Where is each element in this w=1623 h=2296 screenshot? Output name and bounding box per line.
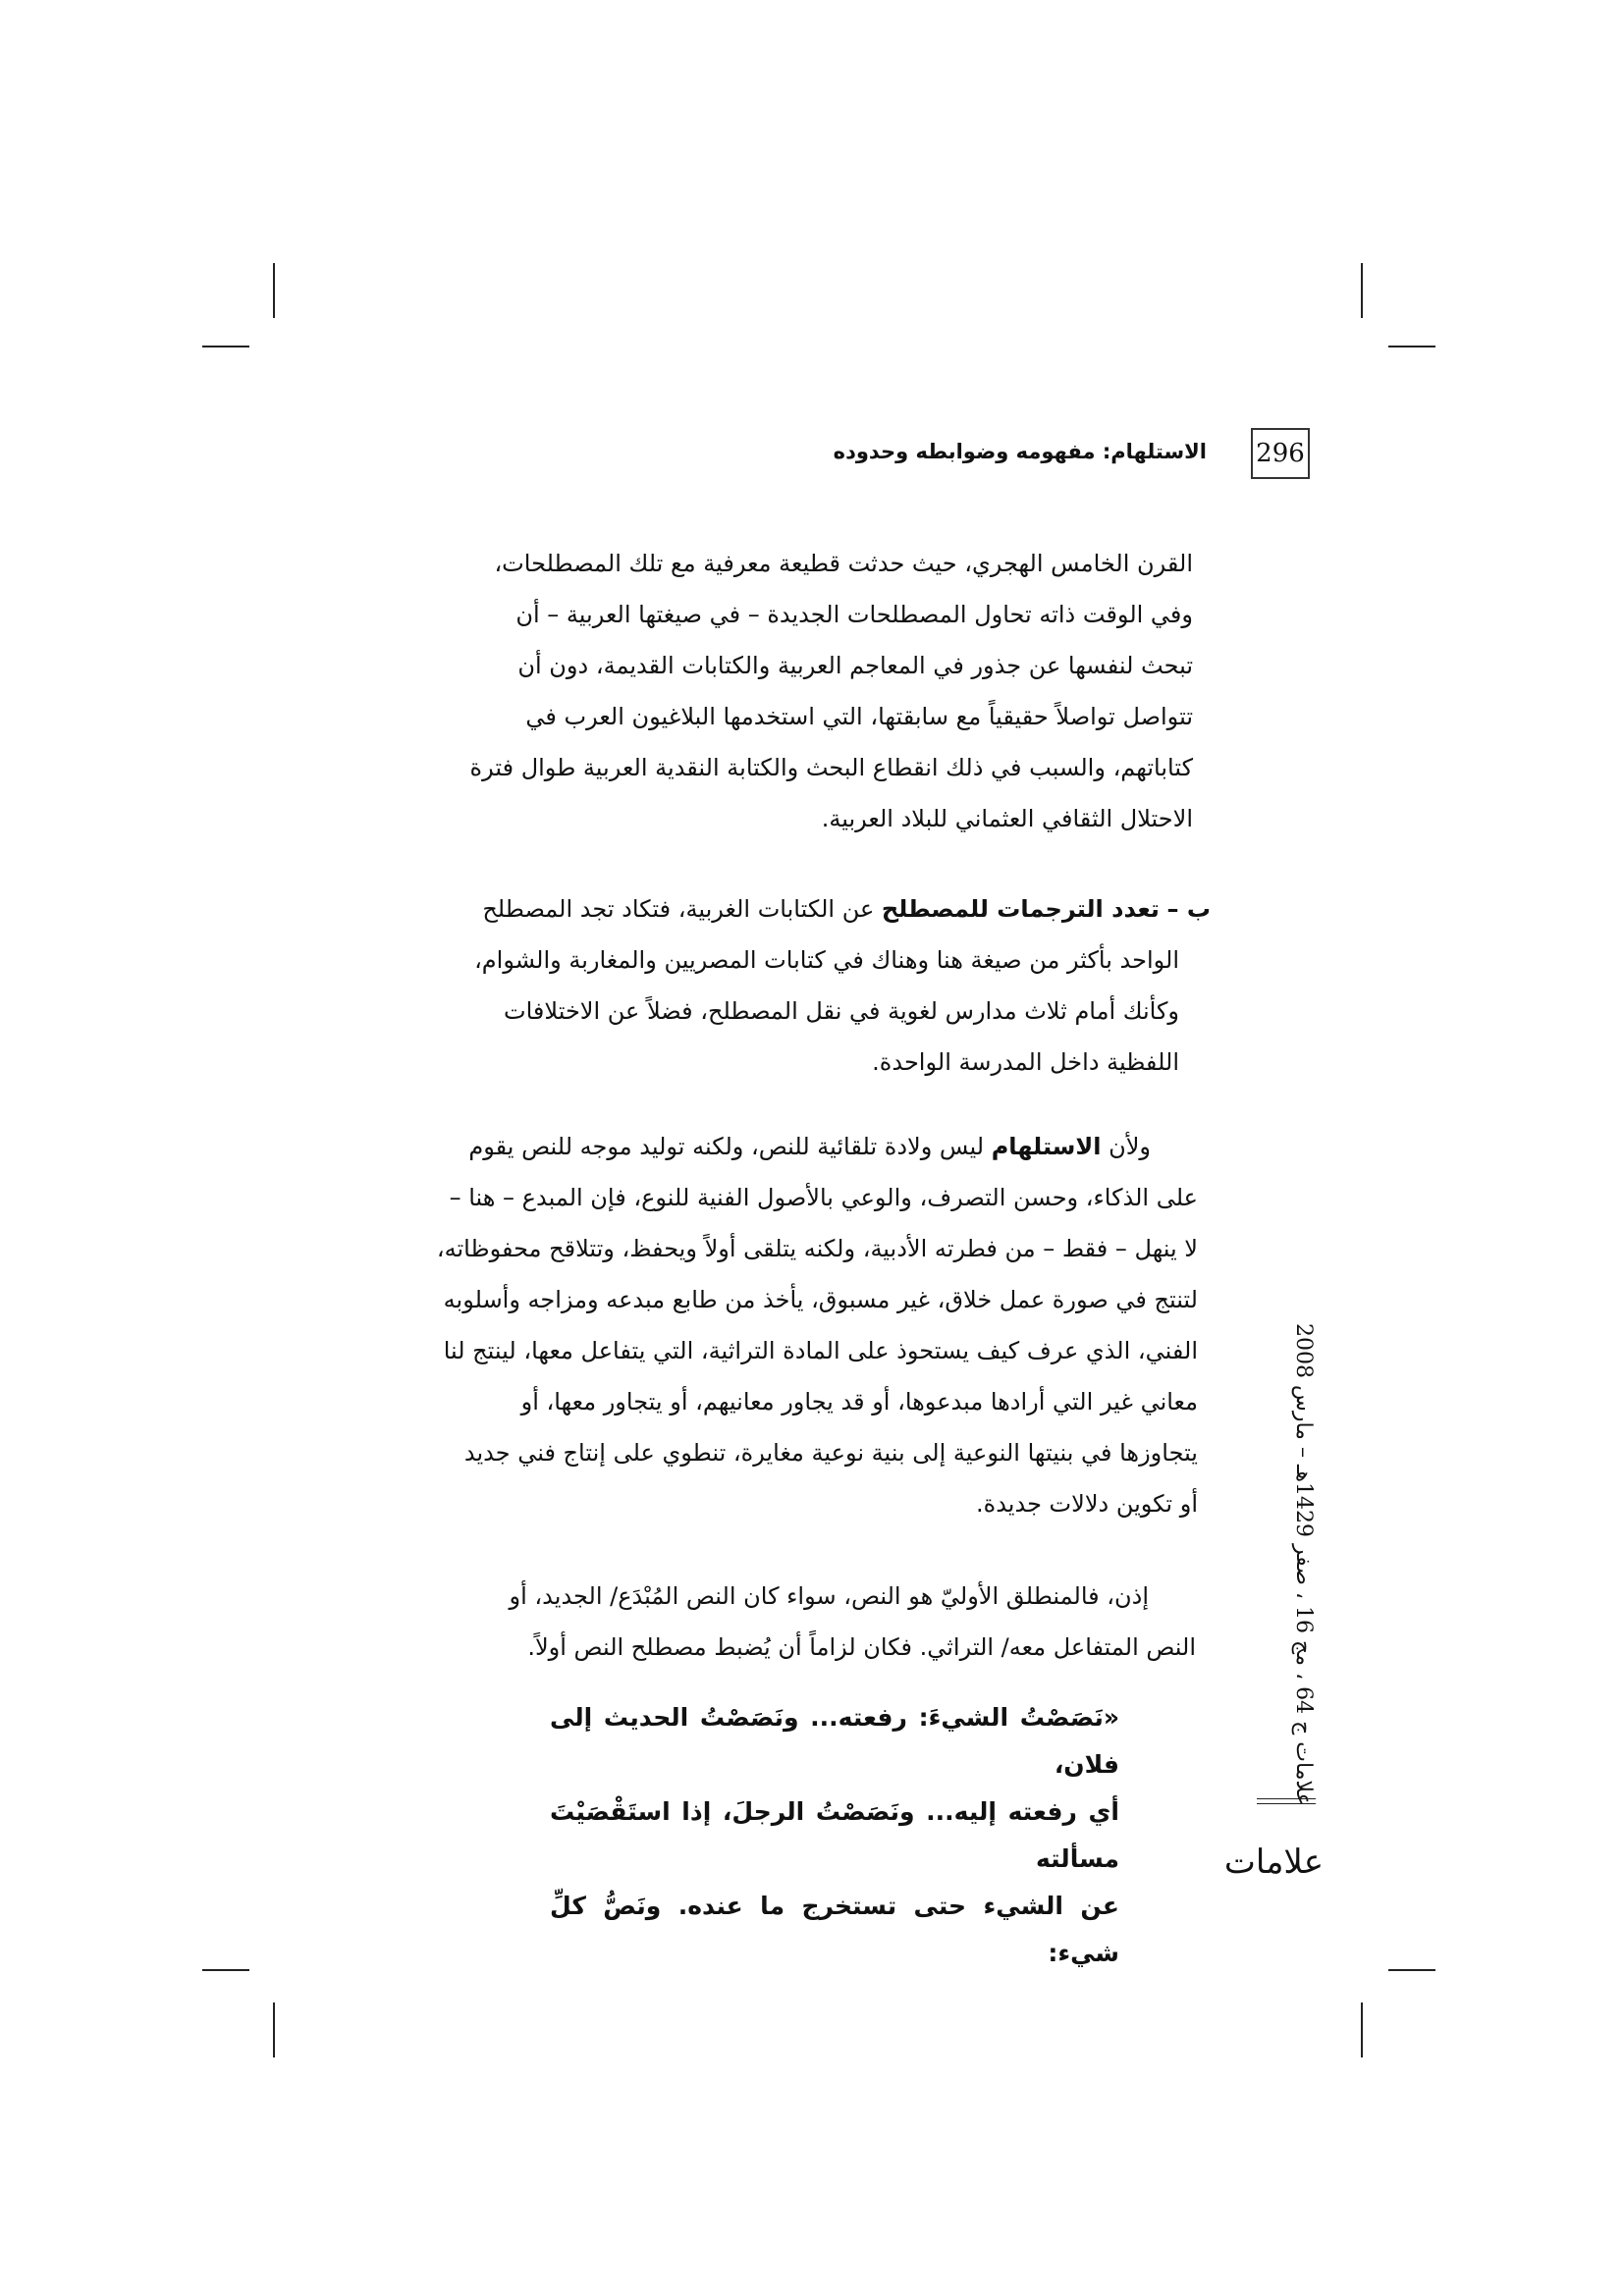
crop-mark: [202, 346, 249, 347]
text-line: وفي الوقت ذاته تحاول المصطلحات الجديدة – في صيغتها العربية – أن: [515, 601, 1193, 628]
text-line: [398, 883, 1211, 934]
journal-logo: علامات: [1223, 1842, 1324, 1882]
paragraph-4: [393, 1571, 1196, 1673]
bold-term: الاستلهام: [991, 1133, 1102, 1160]
crop-mark: [1361, 263, 1363, 318]
text-line: تتواصل تواصلاً حقيقياً مع سابقتها، التي استخدمها البلاغيون العرب في: [525, 703, 1193, 730]
list-marker: ب –: [1166, 895, 1211, 923]
text-line: اللفظية داخل المدرسة الواحدة.: [872, 1048, 1179, 1076]
bold-lead: تعدد الترجمات للمصطلح: [881, 895, 1160, 923]
paragraph-1: [388, 538, 1193, 844]
running-header: الاستلهام: مفهومه وضوابطه وحدوده: [833, 440, 1207, 463]
quote-line: «نَصَصْتُ الشيءَ: رفعته... ونَصَصْتُ الحديث إلى فلان،: [550, 1703, 1119, 1779]
page-number: 296: [1251, 428, 1310, 479]
text-line: [393, 1121, 1198, 1172]
text-line: تبحث لنفسها عن جذور في المعاجم العربية والكتابات القديمة، دون أن: [517, 652, 1193, 679]
journal-sidebar: [1272, 1306, 1316, 1895]
crop-mark: [273, 2002, 275, 2057]
text-line: كتاباتهم، والسبب في ذلك انقطاع البحث والكتابة النقدية العربية طوال فترة: [469, 754, 1193, 781]
quote-line: عن الشيء حتى تستخرج ما عنده. ونَصُّ كلِّ شيء:: [550, 1892, 1119, 1967]
crop-mark: [1388, 1969, 1435, 1971]
text-line: النص المتفاعل معه/ التراثي. فكان لزاماً أن يُضبط مصطلح النص أولاً.: [527, 1633, 1196, 1661]
quote-line: أي رفعته إليه... ونَصَصْتُ الرجلَ، إذا استَقْصَيْتَ مسألته: [550, 1797, 1119, 1873]
crop-mark: [1388, 346, 1435, 347]
crop-mark: [273, 263, 275, 318]
text-line: على الذكاء، وحسن التصرف، والوعي بالأصول الفنية للنوع، فإن المبدع – هنا –: [449, 1184, 1198, 1211]
text-run: ليس ولادة تلقائية للنص، ولكنه توليد موجه للنص يقوم: [468, 1133, 992, 1160]
text-line: الواحد بأكثر من صيغة هنا وهناك في كتابات المصريين والمغاربة والشوام،: [474, 946, 1179, 974]
journal-info: علامات ج 64 ، مج 16 ، صفر 1429هـ – مارس 2008: [1291, 1323, 1316, 1806]
crop-mark: [202, 1969, 249, 1971]
block-quote: [550, 1694, 1119, 1977]
text-line: معاني غير التي أرادها مبدعوها، أو قد يجاور معانيهم، أو يتجاور معها، أو: [520, 1388, 1198, 1415]
text-line: إذن، فالمنطلق الأوليّ هو النص، سواء كان النص المُبْدَع/ الجديد، أو: [509, 1582, 1149, 1610]
sidebar-divider: [1257, 1798, 1316, 1804]
text-line: القرن الخامس الهجري، حيث حدثت قطيعة معرفية مع تلك المصطلحات،: [494, 550, 1193, 577]
paragraph-3: [393, 1121, 1198, 1529]
text-line: يتجاوزها في بنيتها النوعية إلى بنية نوعية مغايرة، تنطوي على إنتاج فني جديد: [463, 1439, 1198, 1467]
paragraph-2: [398, 883, 1211, 1088]
text-line: وكأنك أمام ثلاث مدارس لغوية في نقل المصطلح، فضلاً عن الاختلافات: [504, 997, 1179, 1025]
text-line: الاحتلال الثقافي العثماني للبلاد العربية.: [821, 805, 1193, 832]
text-run: ولأن: [1101, 1133, 1151, 1160]
crop-mark: [1361, 2002, 1363, 2057]
text-line: لتنتج في صورة عمل خلاق، غير مسبوق، يأخذ من طابع مبدعه ومزاجه وأسلوبه: [443, 1286, 1198, 1313]
text-run: عن الكتابات الغربية، فتكاد تجد المصطلح: [482, 895, 882, 923]
text-line: أو تكوين دلالات جديدة.: [976, 1490, 1198, 1518]
text-line: الفني، الذي عرف كيف يستحوذ على المادة التراثية، التي يتفاعل معها، لينتج لنا: [443, 1337, 1198, 1364]
text-line: لا ينهل – فقط – من فطرته الأدبية، ولكنه يتلقى أولاً ويحفظ، وتتلاقح محفوظاته،: [436, 1235, 1198, 1262]
